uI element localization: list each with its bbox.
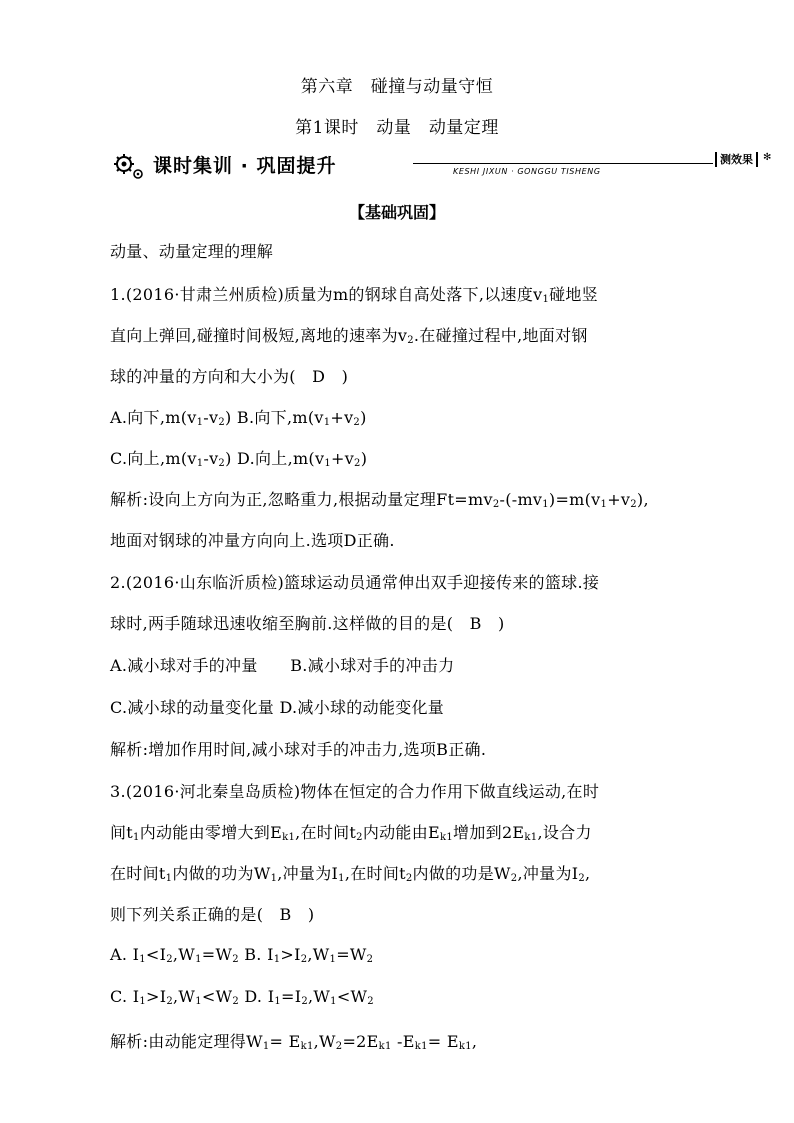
lesson-title: 第1课时 动量 动量定理 <box>295 118 499 138</box>
q3-analysis: 解析:由动能定理得$W_1= E_{k1},W_2=2E_{k1}$ $-E_{k1}= E_{k1}$, <box>110 1032 478 1052</box>
asterisk-icon: ✻ <box>763 152 772 163</box>
q1-line-3: 球的冲量的方向和大小为( D ) <box>110 367 349 386</box>
banner-label: 课时集训 · 巩固提升 <box>153 155 337 177</box>
q2-options-ab: A.减小球对手的冲量 B.减小球对手的冲击力 <box>110 656 455 675</box>
q1-analysis-1: 解析:设向上方向为正,忽略重力,根据动量定理$Ft=mv_2-(-mv_1)=m(v_1+v_2)$, <box>110 490 649 510</box>
section-title: 【基础巩固】 <box>348 203 445 222</box>
q3-line-3: 在时间$t_1$内做的功为$W_1$,冲量为$I_1$,在时间$t_2$内做的功是$W_2$,冲量为$I_2$, <box>110 864 591 884</box>
q3-line-4: 则下列关系正确的是( B ) <box>110 905 315 924</box>
q1-options-cd: C.向上$,m(v_1-v_2)$ D.向上$,m(v_1+v_2)$ <box>110 449 368 469</box>
banner-tag: 测效果 <box>715 152 758 167</box>
gear-icon <box>113 151 153 181</box>
q2-analysis: 解析:增加作用时间,减小球对手的冲击力,选项B正确. <box>110 740 487 759</box>
topic-heading: 动量、动量定理的理解 <box>110 242 274 261</box>
banner-pinyin: KESHI JIXUN · GONGGU TISHENG <box>453 167 601 176</box>
q3-options-cd: C. $I_1>I_2,W_1<W_2$ D. $I_1=I_2,W_1<W_2$ <box>110 987 374 1007</box>
q3-line-1: 3.(2016·河北秦皇岛质检)物体在恒定的合力作用下做直线运动,在时 <box>110 782 600 801</box>
banner-divider <box>413 163 713 164</box>
q3-options-ab: A. $I_1<I_2,W_1=W_2$ B. $I_1>I_2,W_1=W_2$ <box>110 945 374 965</box>
q2-options-cd: C.减小球的动量变化量 D.减小球的动能变化量 <box>110 698 445 717</box>
section-banner <box>113 149 773 183</box>
q3-line-2: 间$t_1$内动能由零增大到$E_{k1}$,在时间$t_2$内动能由$E_{k1}$增加到$2E_{k1}$,设合力 <box>110 823 592 843</box>
q1-options-ab: A.向下$,m(v_1-v_2)$ B.向下$,m(v_1+v_2)$ <box>110 408 367 428</box>
q1-line-1: 1.(2016·甘肃兰州质检)质量为m的钢球自高处落下,以速度$v_1$碰地竖 <box>110 285 599 305</box>
q1-analysis-2: 地面对钢球的冲量方向向上.选项D正确. <box>110 531 395 550</box>
q2-line-2: 球时,两手随球迅速收缩至胸前.这样做的目的是( B ) <box>110 614 505 633</box>
q2-line-1: 2.(2016·山东临沂质检)篮球运动员通常伸出双手迎接传来的篮球.接 <box>110 573 600 592</box>
q1-line-2: 直向上弹回,碰撞时间极短,离地的速率为$v_2$.在碰撞过程中,地面对钢 <box>110 326 588 346</box>
chapter-title: 第六章 碰撞与动量守恒 <box>300 77 494 97</box>
